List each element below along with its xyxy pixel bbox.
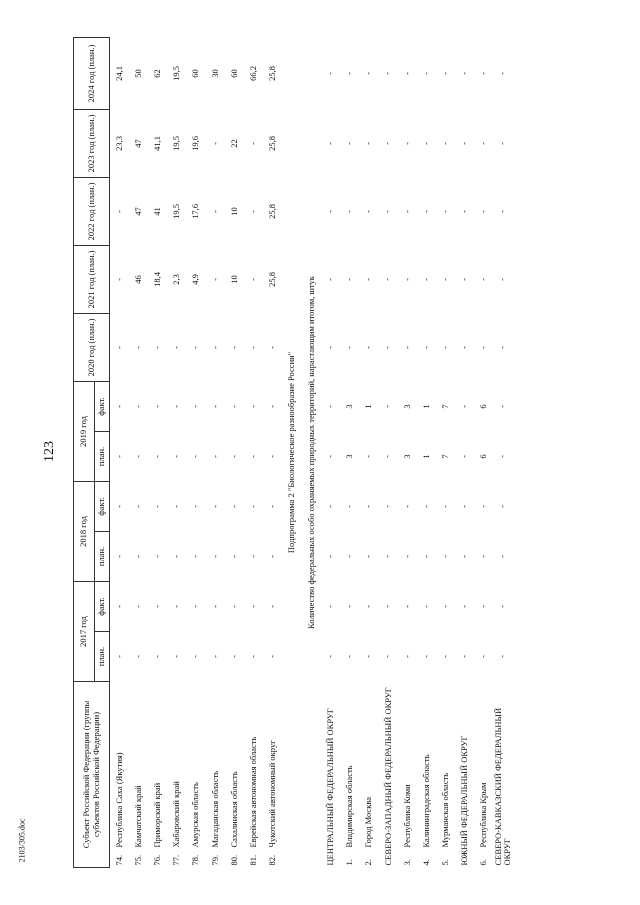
cell-value: - [132, 455, 143, 458]
cell-value: - [267, 346, 278, 349]
cell-value: - [132, 505, 143, 508]
cell-value: - [267, 505, 278, 508]
cell-value: - [190, 346, 201, 349]
cell-value: - [478, 505, 489, 508]
cell-value: - [478, 278, 489, 281]
cell-value: - [382, 72, 393, 75]
cell-value: - [324, 555, 335, 558]
row-name: Сахалинская область [228, 771, 239, 848]
cell-value: 25,8 [267, 204, 278, 219]
header-2019-fact: факт. [95, 381, 110, 431]
cell-value: 6 [478, 404, 489, 409]
cell-value: - [152, 655, 163, 658]
row-name: Город Москва [363, 796, 374, 848]
cell-value: - [267, 605, 278, 608]
cell-value: - [363, 346, 374, 349]
cell-value: - [267, 555, 278, 558]
cell-value: - [228, 346, 239, 349]
cell-value: - [439, 142, 450, 145]
subprogram-title: Подпрограмма 2 "Биологическое разнообразие России" [286, 351, 297, 554]
table-row [494, 37, 513, 867]
page-number: 123 [42, 441, 57, 462]
cell-value: 7 [439, 404, 450, 409]
cell-value: - [113, 655, 124, 658]
cell-value: - [401, 505, 412, 508]
cell-value: 25,8 [267, 136, 278, 151]
cell-value: - [209, 605, 220, 608]
cell-value: - [382, 210, 393, 213]
cell-value: - [209, 142, 220, 145]
cell-value: - [113, 605, 124, 608]
cell-value: - [248, 405, 259, 408]
header-year-2018: 2018 год [74, 481, 95, 581]
cell-value: - [171, 555, 182, 558]
cell-value: - [324, 405, 335, 408]
cell-value: - [190, 505, 201, 508]
cell-value: - [439, 346, 450, 349]
cell-value: - [420, 278, 431, 281]
table-body-top [110, 37, 283, 867]
cell-value: 41 [152, 207, 163, 216]
cell-value: - [478, 555, 489, 558]
row-name: ЦЕНТРАЛЬНЫЙ ФЕДЕРАЛЬНЫЙ ОКРУГ [324, 708, 335, 866]
table-header [74, 37, 110, 867]
header-year-2020: 2020 год (план.) [74, 313, 110, 381]
header-year-2024: 2024 год (план.) [74, 37, 110, 109]
table-row [436, 37, 455, 867]
cell-value: - [324, 210, 335, 213]
row-number: 2. [363, 859, 374, 866]
cell-value: - [439, 72, 450, 75]
cell-value: - [132, 605, 143, 608]
indicator-title: Количество федеральных особо охраняемых природных территорий, нарастающим итогом, штук [305, 276, 316, 629]
cell-value: - [209, 505, 220, 508]
table-row [168, 37, 187, 867]
cell-value: 60 [190, 69, 201, 78]
cell-value: 60 [228, 69, 239, 78]
row-number: 77. [171, 854, 182, 866]
cell-value: - [248, 605, 259, 608]
table-row [264, 37, 283, 867]
cell-value: - [248, 555, 259, 558]
cell-value: - [190, 655, 201, 658]
cell-value: 1 [363, 404, 374, 409]
cell-value: - [324, 605, 335, 608]
cell-value: 66,2 [248, 66, 259, 81]
cell-value: - [209, 455, 220, 458]
cell-value: - [171, 605, 182, 608]
cell-value: 47 [132, 139, 143, 148]
table-row [379, 37, 398, 867]
row-name: Чукотский автономный округ [267, 740, 278, 848]
row-name: Владимирская область [343, 765, 354, 848]
cell-value: 10 [228, 207, 239, 216]
cell-value: - [382, 278, 393, 281]
cell-value: - [420, 555, 431, 558]
cell-value: 46 [132, 275, 143, 284]
table-row [244, 37, 263, 867]
cell-value: - [171, 455, 182, 458]
cell-value: - [459, 605, 470, 608]
cell-value: - [459, 346, 470, 349]
cell-value: - [152, 405, 163, 408]
header-2017-plan: план. [95, 631, 110, 681]
cell-value: - [497, 455, 508, 458]
cell-value: - [324, 72, 335, 75]
table-row [148, 37, 167, 867]
cell-value: 19,5 [171, 204, 182, 219]
cell-value: 18,4 [152, 272, 163, 287]
row-name: Амурская область [190, 782, 201, 848]
cell-value: - [401, 346, 412, 349]
cell-value: 3 [401, 454, 412, 459]
header-year-2021: 2021 год (план.) [74, 245, 110, 313]
cell-value: - [248, 346, 259, 349]
header-2018-fact: факт. [95, 481, 110, 531]
row-number: 3. [401, 859, 412, 866]
row-name: ЮЖНЫЙ ФЕДЕРАЛЬНЫЙ ОКРУГ [459, 735, 470, 866]
table-row [359, 37, 378, 867]
cell-value: - [497, 605, 508, 608]
cell-value: 19,5 [171, 66, 182, 81]
table-row [129, 37, 148, 867]
cell-value: - [132, 555, 143, 558]
cell-value: - [324, 505, 335, 508]
cell-value: - [113, 455, 124, 458]
cell-value: - [382, 605, 393, 608]
cell-value: - [439, 505, 450, 508]
row-number: 81. [248, 854, 259, 866]
cell-value: - [478, 72, 489, 75]
cell-value: - [401, 278, 412, 281]
cell-value: - [439, 605, 450, 608]
cell-value: - [248, 455, 259, 458]
cell-value: - [152, 505, 163, 508]
cell-value: - [459, 555, 470, 558]
cell-value: - [209, 655, 220, 658]
cell-value: - [363, 655, 374, 658]
cell-value: - [363, 210, 374, 213]
cell-value: - [497, 210, 508, 213]
cell-value: 3 [343, 404, 354, 409]
cell-value: - [478, 210, 489, 213]
cell-value: - [209, 278, 220, 281]
cell-value: - [382, 655, 393, 658]
cell-value: - [113, 505, 124, 508]
cell-value: - [152, 605, 163, 608]
cell-value: - [324, 655, 335, 658]
cell-value: - [228, 405, 239, 408]
cell-value: - [420, 142, 431, 145]
row-name: Магаданская область [209, 770, 220, 848]
cell-value: - [478, 346, 489, 349]
row-name: Хабаровский край [171, 781, 182, 848]
cell-value: - [324, 455, 335, 458]
cell-value: - [343, 655, 354, 658]
row-name: Республика Саха (Якутия) [113, 752, 124, 848]
table-row [475, 37, 494, 867]
cell-value: - [267, 455, 278, 458]
cell-value: - [497, 655, 508, 658]
cell-value: - [228, 555, 239, 558]
cell-value: 22 [228, 139, 239, 148]
cell-value: - [113, 210, 124, 213]
row-name: Калининградская область [420, 754, 431, 848]
header-2019-plan: план. [95, 431, 110, 481]
row-name: Республика Коми [401, 784, 412, 848]
cell-value: - [420, 346, 431, 349]
cell-value: - [248, 655, 259, 658]
cell-value: - [459, 655, 470, 658]
cell-value: - [113, 555, 124, 558]
cell-value: 2,3 [171, 274, 182, 285]
cell-value: - [363, 72, 374, 75]
data-table [73, 37, 513, 868]
subprogram-section [283, 37, 321, 867]
table-body-bottom [321, 37, 513, 867]
row-number: 82. [267, 854, 278, 866]
cell-value: - [401, 555, 412, 558]
table-row [206, 37, 225, 867]
header-2017-fact: факт. [95, 581, 110, 631]
row-number: 74. [113, 854, 124, 866]
cell-value: 25,8 [267, 272, 278, 287]
cell-value: 6 [478, 454, 489, 459]
row-name: Еврейская автономная область [248, 736, 259, 848]
cell-value: - [267, 405, 278, 408]
cell-value: 23,3 [113, 136, 124, 151]
cell-value: 4,9 [190, 274, 201, 285]
cell-value: - [190, 605, 201, 608]
cell-value: - [209, 210, 220, 213]
cell-value: 62 [152, 69, 163, 78]
cell-value: - [152, 455, 163, 458]
table-row [321, 37, 340, 867]
cell-value: - [343, 505, 354, 508]
row-number: 6. [478, 859, 489, 866]
cell-value: - [382, 455, 393, 458]
header-year-2019: 2019 год [74, 381, 95, 481]
cell-value: - [363, 278, 374, 281]
cell-value: - [363, 142, 374, 145]
cell-value: - [459, 142, 470, 145]
cell-value: 30 [209, 69, 220, 78]
cell-value: - [459, 405, 470, 408]
cell-value: - [343, 346, 354, 349]
footer-code: 2103/305.doc [17, 818, 27, 863]
cell-value: - [267, 655, 278, 658]
row-number: 4. [420, 859, 431, 866]
cell-value: - [497, 405, 508, 408]
cell-value: 19,5 [171, 136, 182, 151]
row-number: 80. [228, 854, 239, 866]
row-number: 76. [152, 854, 163, 866]
cell-value: - [248, 505, 259, 508]
cell-value: - [190, 405, 201, 408]
table-row [225, 37, 244, 867]
cell-value: - [497, 555, 508, 558]
cell-value: - [248, 278, 259, 281]
cell-value: - [228, 455, 239, 458]
cell-value: 47 [132, 207, 143, 216]
cell-value: 50 [132, 69, 143, 78]
cell-value: - [324, 346, 335, 349]
cell-value: - [132, 346, 143, 349]
cell-value: - [497, 278, 508, 281]
cell-value: - [363, 555, 374, 558]
cell-value: - [420, 72, 431, 75]
cell-value: - [478, 655, 489, 658]
row-name: Камчатский край [132, 785, 143, 848]
row-name: Приморский край [152, 782, 163, 848]
row-name: Республика Крым [478, 782, 489, 848]
cell-value: - [439, 278, 450, 281]
table-row [417, 37, 436, 867]
header-2018-plan: план. [95, 531, 110, 581]
table-row [187, 37, 206, 867]
cell-value: - [248, 142, 259, 145]
cell-value: - [382, 405, 393, 408]
cell-value: - [343, 278, 354, 281]
row-number: 75. [132, 854, 143, 866]
cell-value: - [439, 210, 450, 213]
cell-value: - [171, 655, 182, 658]
cell-value: - [439, 555, 450, 558]
cell-value: - [132, 655, 143, 658]
row-name: СЕВЕРО-ЗАПАДНЫЙ ФЕДЕРАЛЬНЫЙ ОКРУГ [382, 687, 393, 866]
cell-value: - [228, 505, 239, 508]
cell-value: - [382, 142, 393, 145]
rotated-table-area [73, 38, 633, 868]
cell-value: - [363, 605, 374, 608]
cell-value: - [382, 505, 393, 508]
cell-value: - [363, 455, 374, 458]
cell-value: - [478, 142, 489, 145]
cell-value: - [171, 505, 182, 508]
cell-value: 25,8 [267, 66, 278, 81]
cell-value: - [401, 142, 412, 145]
cell-value: 3 [343, 454, 354, 459]
cell-value: - [343, 605, 354, 608]
cell-value: - [343, 72, 354, 75]
row-name: Мурманская область [439, 772, 450, 848]
row-number: 79. [209, 854, 220, 866]
cell-value: - [190, 555, 201, 558]
cell-value: - [420, 605, 431, 608]
header-year-2022: 2022 год (план.) [74, 177, 110, 245]
cell-value: - [363, 505, 374, 508]
cell-value: 3 [401, 404, 412, 409]
cell-value: - [113, 278, 124, 281]
cell-value: - [497, 505, 508, 508]
cell-value: 1 [420, 454, 431, 459]
cell-value: 1 [420, 404, 431, 409]
cell-value: - [420, 655, 431, 658]
cell-value: 10 [228, 275, 239, 284]
cell-value: - [190, 455, 201, 458]
cell-value: - [171, 346, 182, 349]
cell-value: - [459, 455, 470, 458]
cell-value: - [228, 605, 239, 608]
cell-value: - [382, 555, 393, 558]
cell-value: - [324, 142, 335, 145]
cell-value: - [382, 346, 393, 349]
cell-value: - [248, 210, 259, 213]
cell-value: - [113, 405, 124, 408]
cell-value: - [343, 555, 354, 558]
cell-value: - [209, 346, 220, 349]
row-number: 5. [439, 859, 450, 866]
cell-value: - [439, 655, 450, 658]
cell-value: 24,1 [113, 66, 124, 81]
header-subject: Субъект Российской Федерации (группы субъектов Российской Федерации) [74, 681, 110, 867]
cell-value: - [401, 655, 412, 658]
cell-value: 17,6 [190, 204, 201, 219]
cell-value: - [497, 346, 508, 349]
cell-value: - [132, 405, 143, 408]
cell-value: - [497, 72, 508, 75]
cell-value: - [343, 210, 354, 213]
row-number: 1. [343, 859, 354, 866]
cell-value: - [420, 210, 431, 213]
cell-value: - [113, 346, 124, 349]
cell-value: - [152, 346, 163, 349]
cell-value: - [171, 405, 182, 408]
table-row [455, 37, 474, 867]
cell-value: - [228, 655, 239, 658]
cell-value: - [497, 142, 508, 145]
cell-value: - [209, 405, 220, 408]
row-number: 78. [190, 854, 201, 866]
cell-value: - [401, 72, 412, 75]
cell-value: - [152, 555, 163, 558]
cell-value: - [209, 555, 220, 558]
cell-value: - [459, 210, 470, 213]
cell-value: - [459, 278, 470, 281]
cell-value: 7 [439, 454, 450, 459]
cell-value: - [324, 278, 335, 281]
cell-value: - [459, 505, 470, 508]
table-row [340, 37, 359, 867]
cell-value: 41,1 [152, 136, 163, 151]
row-name: СЕВЕРО-КАВКАЗСКИЙ ФЕДЕРАЛЬНЫЙ ОКРУГ [493, 707, 513, 866]
cell-value: - [478, 605, 489, 608]
table-row [398, 37, 417, 867]
cell-value: - [420, 505, 431, 508]
cell-value: - [401, 605, 412, 608]
cell-value: - [401, 210, 412, 213]
cell-value: 19,6 [190, 136, 201, 151]
cell-value: - [459, 72, 470, 75]
header-year-2023: 2023 год (план.) [74, 109, 110, 177]
table-row [110, 37, 130, 867]
header-year-2017: 2017 год [74, 581, 95, 681]
cell-value: - [343, 142, 354, 145]
